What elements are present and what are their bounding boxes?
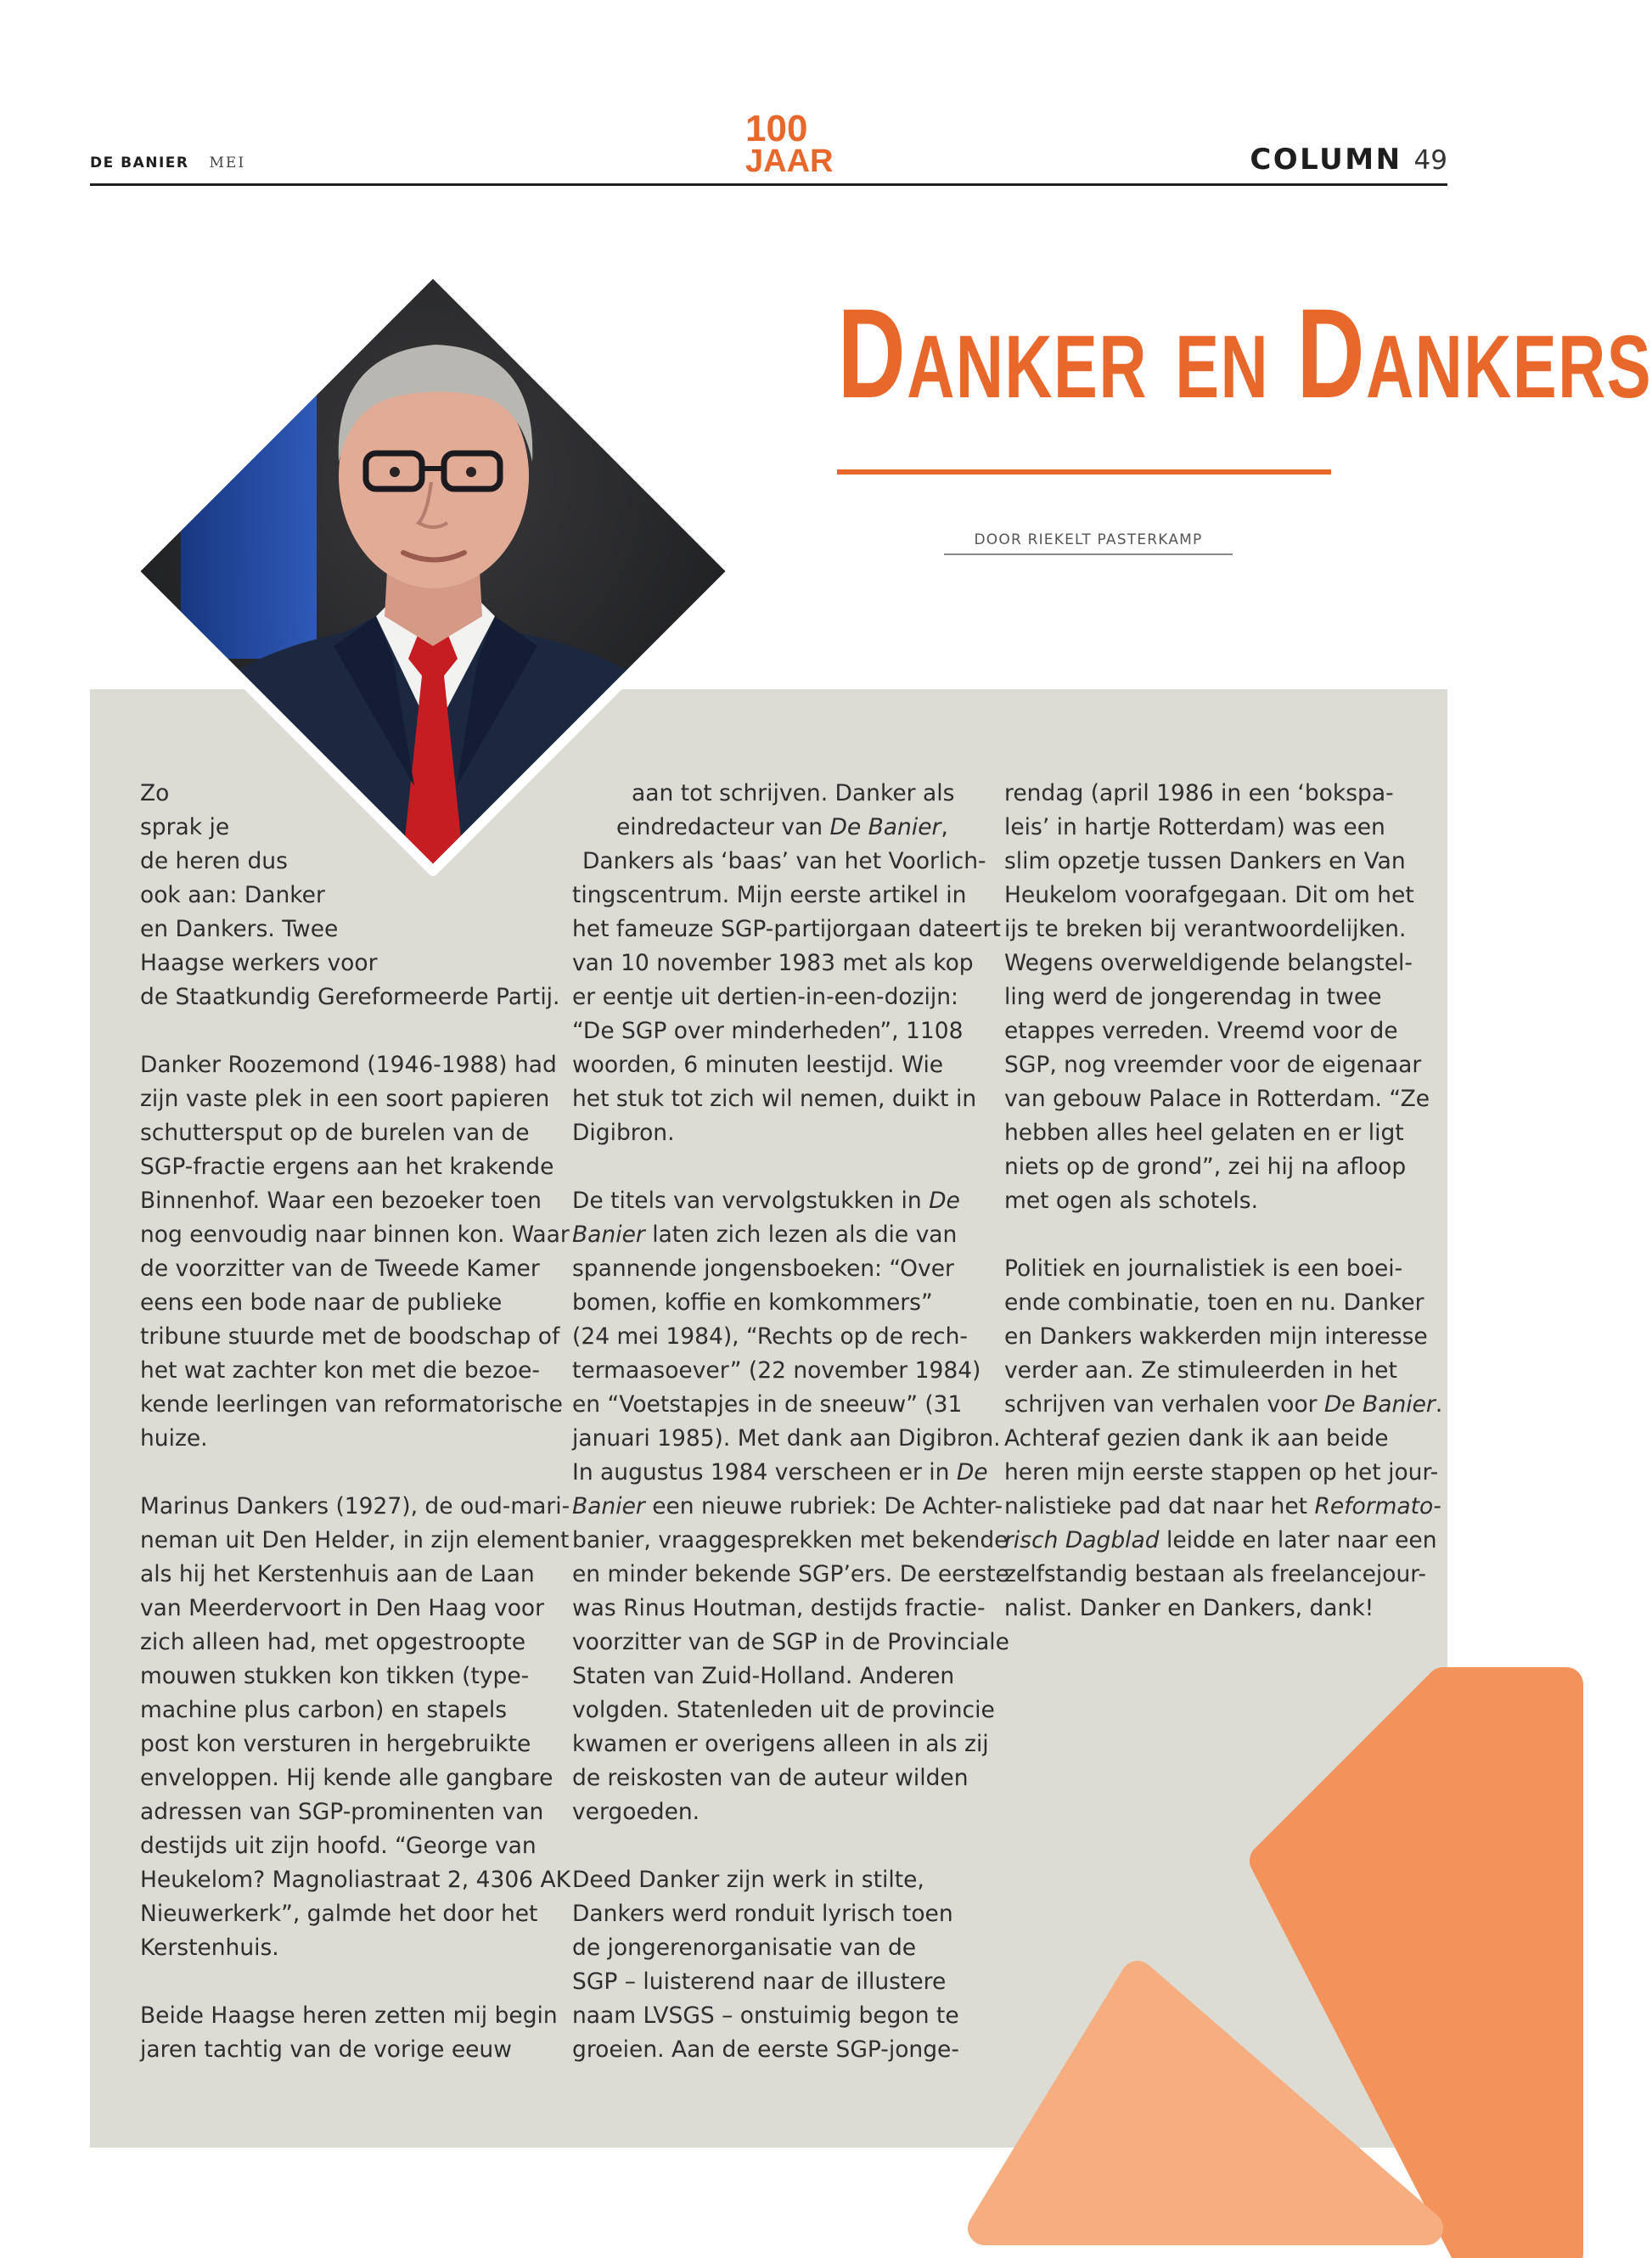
text-line: leis’ in hartje Rotterdam) was een [1004,814,1385,840]
text-line: huize. [140,1425,208,1452]
text-line: schrijven van verhalen voor De Banier [1004,1391,1436,1418]
text-line: er eentje uit dertien-in-een-dozijn: [572,984,958,1010]
text-line: SGP – luisterend naar de illustere [572,1969,947,1995]
text-line: aan tot schrijven. Danker als [632,780,955,806]
text-line: Marinus Dankers (1927), de oud-mari- [140,1493,570,1519]
text-line: de voorzitter van de Tweede Kamer [140,1255,540,1282]
paragraph [140,777,560,1014]
text-line: destijds uit zijn hoofd. “George van [140,1833,537,1859]
text-line: Wegens overweldigende belangstel- [1004,950,1413,976]
text-line: eindredacteur van De Banier, [616,814,948,840]
text-line: het wat zachter kon met die bezoe- [140,1357,540,1384]
decorative-triangles [968,1672,1566,2258]
text-line: naam LVSGS – onstuimig begon te [572,2002,959,2029]
header-rule [90,183,1447,186]
text-line: voorzitter van de SGP in de Provinciale [572,1629,1009,1655]
text-line: was Rinus Houtman, destijds fractie- [572,1595,986,1621]
text-line: In augustus 1984 verscheen er in De [572,1459,988,1486]
text-line: Kerstenhuis. [140,1935,279,1961]
text-column-3 [1004,777,1441,1660]
text-line: Beide Haagse heren zetten mij begin [140,2002,558,2029]
text-line: sprak je [140,814,230,840]
text-line: zich alleen had, met opgestroopte [140,1629,526,1655]
text-line: (24 mei 1984), “Rechts op de rech- [572,1323,968,1350]
paragraph [572,1863,980,2067]
text-line: banier, vraaggesprekken met bekende [572,1527,1009,1553]
text-line: jaren tachtig van de vorige eeuw [140,2036,512,2063]
text-line: Banier laten zich lezen als die van [572,1222,958,1248]
running-header-right [1250,143,1447,180]
logo-number: 100 [745,108,808,149]
text-line: bomen, koffie en komkommers” [572,1289,933,1316]
text-line: en Dankers wakkerden mijn interesse [1004,1323,1428,1350]
paragraph [1004,777,1430,1218]
title-underline [837,469,1331,475]
text-line: het fameuze SGP-partijorgaan dateert [572,916,1001,942]
text-line: Banier een nieuwe rubriek: De Achter- [572,1493,1003,1519]
text-line: verder aan. Ze stimuleerden in het [1004,1357,1397,1384]
text-line: machine plus carbon) en stapels [140,1697,508,1723]
text-line: woorden, 6 minuten leestijd. Wie [572,1052,944,1078]
paragraph [572,1184,1009,1829]
text-line: risch Dagblad leidde en later naar een [1004,1527,1437,1553]
text-line: enveloppen. Hij kende alle gangbare [140,1765,553,1791]
paragraph [140,1048,570,1456]
text-line: ook aan: Danker [140,882,325,908]
text-line: zijn vaste plek in een soort papieren [140,1086,550,1112]
text-line: kende leerlingen van reformatorische [140,1391,563,1418]
text-line: Heukelom voorafgegaan. Dit om het [1004,882,1414,908]
text-line: Deed Danker zijn werk in stilte, [572,1867,924,1893]
paragraph [140,1999,558,2067]
paragraph [140,1490,570,1965]
text-line: ijs te breken bij verantwoordelijken. [1004,916,1407,942]
text-line: etappes verreden. Vreemd voor de [1004,1018,1398,1044]
text-line: de reiskosten van de auteur wilden [572,1765,969,1791]
text-line: slim opzetje tussen Dankers en Van [1004,848,1406,874]
running-header-left [90,154,245,171]
text-line: kwamen er overigens alleen in als zij [572,1731,989,1757]
text-line: heren mijn eerste stappen op het jour- [1004,1459,1439,1486]
text-line: ling werd de jongerendag in twee [1004,984,1382,1010]
text-line: De titels van vervolgstukken in De [572,1188,960,1214]
text-line: met ogen als schotels. [1004,1188,1258,1214]
logo-word: JAAR [745,143,834,179]
text-line: rendag (april 1986 in een ‘bokspa- [1004,780,1394,806]
byline: DOOR RIEKELT PASTERKAMP [944,531,1233,555]
text-column-2 [572,777,1009,2101]
text-line: zelfstandig bestaan als freelancejour- [1004,1561,1427,1587]
text-line: van 10 november 1983 met als kop [572,950,974,976]
text-line: SGP-fractie ergens aan het krakende [140,1154,554,1180]
text-line: en Dankers. Twee [140,916,339,942]
text-line: Staten van Zuid-Holland. Anderen [572,1663,955,1689]
text-line: de heren dus [140,848,288,874]
text-line: tribune stuurde met de boodschap of [140,1323,560,1350]
article-title: Danker en Dankers [837,282,1652,424]
text-line: Achteraf gezien dank ik aan beide [1004,1425,1389,1452]
text-line: niets op de grond”, zei hij na afloop [1004,1154,1407,1180]
text-line: Dankers als ‘baas’ van het Voorlich- [582,848,986,874]
text-line: neman uit Den Helder, in zijn element [140,1527,570,1553]
text-line: Danker Roozemond (1946-1988) had [140,1052,557,1078]
text-column-1 [140,777,570,2101]
magazine-name: DE BANIER [90,154,189,171]
text-line: “De SGP over minderheden”, 1108 [572,1018,964,1044]
paragraph [1004,1252,1441,1626]
text-line: als hij het Kerstenhuis aan de Laan [140,1561,535,1587]
text-line: Zo [140,780,170,806]
text-line: en minder bekende SGP’ers. De eerste [572,1561,1009,1587]
text-line: volgden. Statenleden uit de provincie [572,1697,995,1723]
text-line: post kon versturen in hergebruikte [140,1731,531,1757]
text-line: Digibron. [572,1120,675,1146]
text-line: schuttersput op de burelen van de [140,1120,530,1146]
text-line: adressen van SGP-prominenten van [140,1799,544,1825]
text-line: Dankers werd ronduit lyrisch toen [572,1901,953,1927]
text-line: hebben alles heel gelaten en er ligt [1004,1120,1404,1146]
centenary-logo [740,107,834,179]
text-line: de jongerenorganisatie van de [572,1935,917,1961]
page-number: 49 [1413,145,1447,176]
section-label: COLUMN [1250,143,1402,177]
text-line: Heukelom? Magnoliastraat 2, 4306 AK [140,1867,570,1893]
issue-month: MEI [209,154,246,171]
text-line: spannende jongensboeken: “Over [572,1255,954,1282]
text-line: Haagse werkers voor [140,950,378,976]
text-line: vergoeden. [572,1799,700,1825]
text-line: nog eenvoudig naar binnen kon. Waar [140,1222,570,1248]
text-line: tingscentrum. Mijn eerste artikel in [572,882,967,908]
text-line: Nieuwerkerk”, galmde het door het [140,1901,538,1927]
text-line: en “Voetstapjes in de sneeuw” (31 [572,1391,963,1418]
text-line: eens een bode naar de publieke [140,1289,503,1316]
text-line: mouwen stukken kon tikken (type- [140,1663,530,1689]
text-line: nalistieke pad dat naar het Reformato- [1004,1493,1441,1519]
text-line: Binnenhof. Waar een bezoeker toen [140,1188,542,1214]
text-line: januari 1985). Met dank aan Digibron. [572,1425,1001,1452]
text-line: nalist. Danker en Dankers, dank! [1004,1595,1374,1621]
text-line: van gebouw Palace in Rotterdam. “Ze [1004,1086,1430,1112]
text-line: ende combinatie, toen en nu. Danker [1004,1289,1424,1316]
paragraph [572,777,1001,1150]
text-line: groeien. Aan de eerste SGP-jonge- [572,2036,959,2063]
text-line: SGP, nog vreemder voor de eigenaar [1004,1052,1422,1078]
text-line: de Staatkundig Gereformeerde Partij. [140,984,560,1010]
text-line: Politiek en journalistiek is een boei- [1004,1255,1403,1282]
text-line: termaasoever” (22 november 1984) [572,1357,981,1384]
text-line: van Meerdervoort in Den Haag voor [140,1595,545,1621]
text-line: het stuk tot zich wil nemen, duikt in [572,1086,977,1112]
